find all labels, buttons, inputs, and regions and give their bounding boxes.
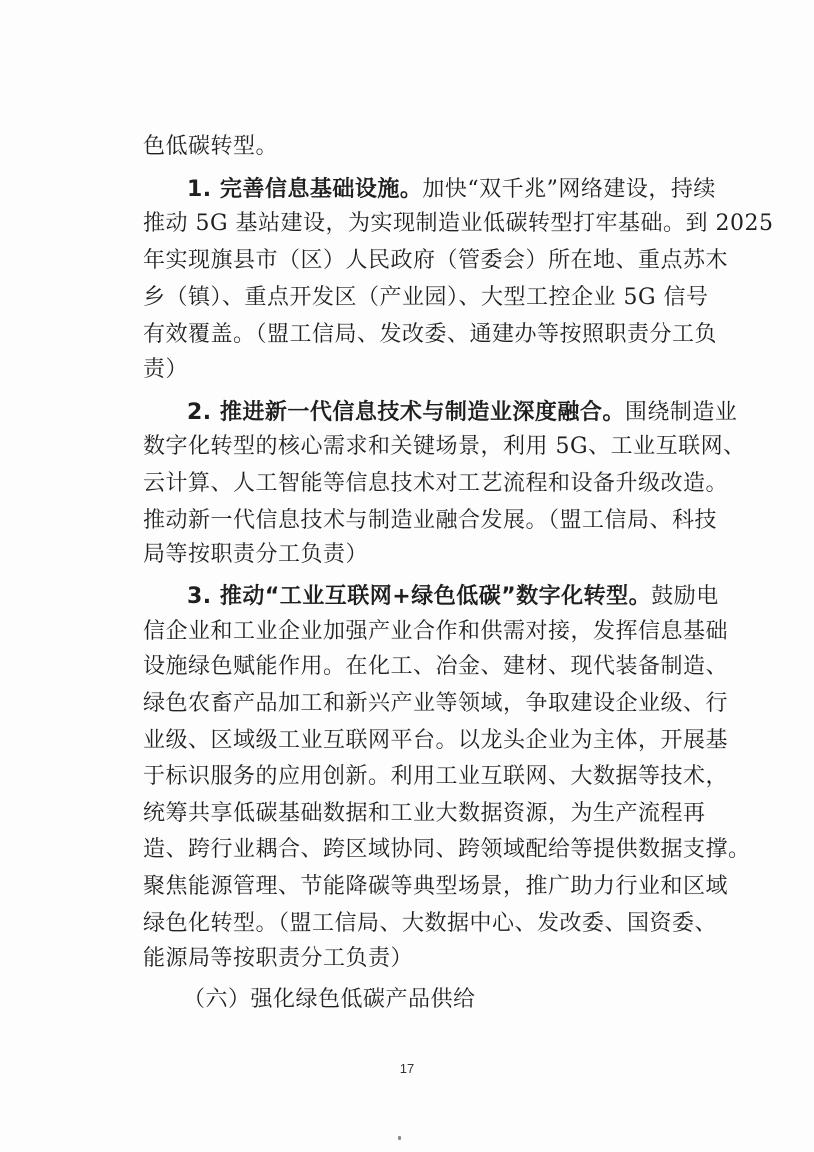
section-3-line: 统筹共享低碳基础数据和工业大数据资源，为生产流程再 xyxy=(143,801,706,826)
section-3-line: 信企业和工业企业加强产业合作和供需对接，发挥信息基础 xyxy=(143,619,729,644)
section-2-text: 围绕制造业 xyxy=(624,400,738,425)
section-1-first-line xyxy=(187,175,716,205)
section-3-line: 聚焦能源管理、节能降碳等典型场景，推广助力行业和区域 xyxy=(143,874,729,899)
page-number: 17 xyxy=(399,1061,415,1076)
section-2-line: 数字化转型的核心需求和关键场景，利用 5G、工业互联网、 xyxy=(143,434,746,459)
section-3-line: 造、跨行业耦合、跨区域协同、跨领域配给等提供数据支撑。 xyxy=(143,837,751,862)
section-1-text: 加快“双千兆”网络建设，持续 xyxy=(422,177,716,202)
section-3-line: 于标识服务的应用创新。利用工业互联网、大数据等技术， xyxy=(143,764,729,789)
section-2-line: 推动新一代信息技术与制造业融合发展。（盟工信局、科技 xyxy=(143,508,718,533)
section-1-line: 有效覆盖。（盟工信局、发改委、通建办等按照职责分工负 xyxy=(143,322,718,347)
paragraph-line: 色低碳转型。 xyxy=(143,134,279,159)
scan-speck xyxy=(398,1136,401,1140)
subheading: （六）强化绿色低碳产品供给 xyxy=(183,987,476,1012)
section-3-line: 能源局等按职责分工负责） xyxy=(143,946,414,971)
section-2-heading: 2. 推进新一代信息技术与制造业深度融合。 xyxy=(187,400,625,425)
section-3-line: 业级、区域级工业互联网平台。以龙头企业为主体，开展基 xyxy=(143,728,729,753)
section-3-text: 鼓励电 xyxy=(651,584,719,609)
section-2-line: 云计算、人工智能等信息技术对工艺流程和设备升级改造。 xyxy=(143,471,729,496)
section-1-line: 责） xyxy=(143,357,189,382)
section-2-first-line xyxy=(187,398,738,428)
section-3-first-line xyxy=(187,582,719,612)
section-1-line: 推动 5G 基站建设，为实现制造业低碳转型打牢基础。到 2025 xyxy=(143,211,774,236)
section-1-line: 乡（镇）、重点开发区（产业园）、大型工控企业 5G 信号 xyxy=(143,285,709,310)
section-3-line: 设施绿色赋能作用。在化工、冶金、建材、现代装备制造、 xyxy=(143,654,729,679)
section-3-heading: 3. 推动“工业互联网+绿色低碳”数字化转型。 xyxy=(187,584,652,609)
section-3-line: 绿色化转型。（盟工信局、大数据中心、发改委、国资委、 xyxy=(143,911,718,936)
section-1-line: 年实现旗县市（区）人民政府（管委会）所在地、重点苏木 xyxy=(143,248,729,273)
section-1-heading: 1. 完善信息基础设施。 xyxy=(187,177,423,202)
section-3-line: 绿色农畜产品加工和新兴产业等领域，争取建设企业级、行 xyxy=(143,691,729,716)
section-2-line: 局等按职责分工负责） xyxy=(143,542,369,567)
